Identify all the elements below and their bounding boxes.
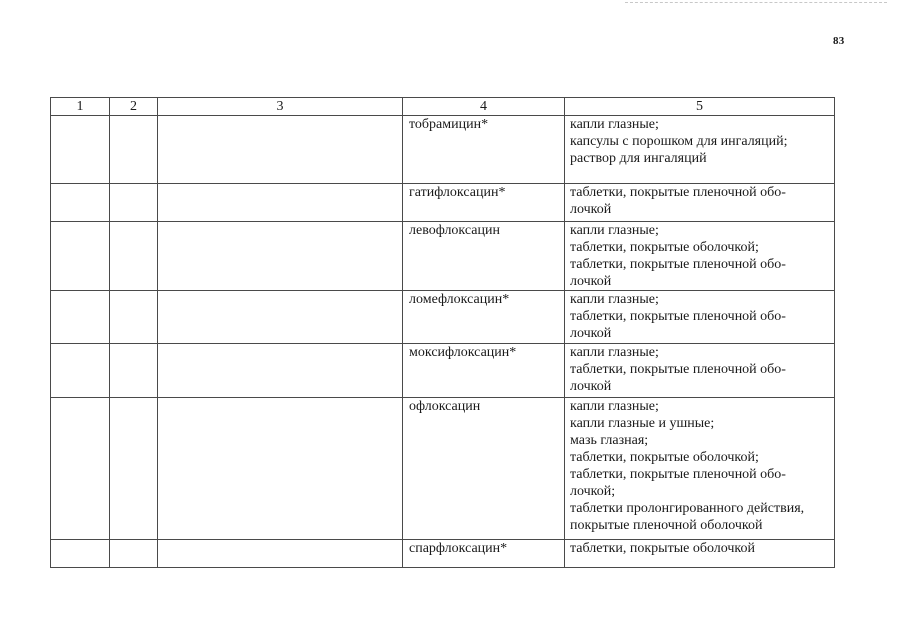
cell-col3: [158, 540, 403, 568]
cell-col1: [51, 116, 110, 184]
dosage-form: таблетки пролонгированного действия,: [570, 501, 805, 516]
drug-name: офлоксацин: [403, 398, 565, 540]
column-header-4: 4: [403, 98, 565, 116]
cell-col1: [51, 222, 110, 291]
dosage-forms: [565, 540, 835, 568]
dosage-form: лочкой: [570, 274, 612, 289]
dosage-forms: [565, 116, 835, 184]
dosage-form: капли глазные;: [570, 399, 659, 414]
cell-col1: [51, 291, 110, 344]
page-number: 83: [833, 35, 845, 47]
table-header-row: [51, 98, 835, 116]
cell-col3: [158, 398, 403, 540]
dosage-form: капли глазные;: [570, 345, 659, 360]
dosage-forms: [565, 398, 835, 540]
dosage-form: лочкой;: [570, 484, 616, 499]
cell-col1: [51, 398, 110, 540]
drug-table: [50, 97, 835, 568]
dosage-forms: [565, 291, 835, 344]
dosage-form: лочкой: [570, 202, 612, 217]
cell-col2: [110, 291, 158, 344]
cell-col2: [110, 540, 158, 568]
scan-artifact-line: [625, 2, 887, 3]
dosage-form: лочкой: [570, 379, 612, 394]
drug-name: тобрамицин*: [403, 116, 565, 184]
dosage-form: таблетки, покрытые пленочной обо-: [570, 309, 786, 324]
cell-col3: [158, 116, 403, 184]
dosage-form: таблетки, покрытые пленочной обо-: [570, 362, 786, 377]
column-header-2: 2: [110, 98, 158, 116]
cell-col2: [110, 398, 158, 540]
table-row: [51, 291, 835, 344]
cell-col3: [158, 344, 403, 398]
table-row: [51, 398, 835, 540]
dosage-form: капли глазные;: [570, 117, 659, 132]
cell-col2: [110, 222, 158, 291]
cell-col3: [158, 291, 403, 344]
cell-col2: [110, 116, 158, 184]
table-row: [51, 184, 835, 222]
column-header-1: 1: [51, 98, 110, 116]
column-header-5: 5: [565, 98, 835, 116]
dosage-form: таблетки, покрытые пленочной обо-: [570, 467, 786, 482]
table-row: [51, 116, 835, 184]
dosage-form: таблетки, покрытые оболочкой;: [570, 450, 759, 465]
dosage-form: капли глазные;: [570, 292, 659, 307]
cell-col3: [158, 222, 403, 291]
dosage-form: таблетки, покрытые оболочкой: [570, 541, 756, 556]
dosage-form: таблетки, покрытые пленочной обо-: [570, 257, 786, 272]
table-row: [51, 540, 835, 568]
dosage-form: раствор для ингаляций: [570, 151, 707, 166]
dosage-form: таблетки, покрытые пленочной обо-: [570, 185, 786, 200]
cell-col1: [51, 184, 110, 222]
dosage-form: лочкой: [570, 326, 612, 341]
drug-name: левофлоксацин: [403, 222, 565, 291]
table-row: [51, 222, 835, 291]
drug-name: гатифлоксацин*: [403, 184, 565, 222]
dosage-form: мазь глазная;: [570, 433, 649, 448]
cell-col2: [110, 184, 158, 222]
cell-col3: [158, 184, 403, 222]
cell-col2: [110, 344, 158, 398]
cell-col1: [51, 344, 110, 398]
dosage-forms: [565, 184, 835, 222]
drug-name: ломефлоксацин*: [403, 291, 565, 344]
drug-name: спарфлоксацин*: [403, 540, 565, 568]
dosage-forms: [565, 344, 835, 398]
dosage-form: капсулы с порошком для ингаляций;: [570, 134, 788, 149]
dosage-form: покрытые пленочной оболочкой: [570, 518, 763, 533]
drug-name: моксифлоксацин*: [403, 344, 565, 398]
dosage-form: таблетки, покрытые оболочкой;: [570, 240, 759, 255]
dosage-form: капли глазные;: [570, 223, 659, 238]
dosage-forms: [565, 222, 835, 291]
cell-col1: [51, 540, 110, 568]
table-row: [51, 344, 835, 398]
dosage-form: капли глазные и ушные;: [570, 416, 715, 431]
column-header-3: 3: [158, 98, 403, 116]
